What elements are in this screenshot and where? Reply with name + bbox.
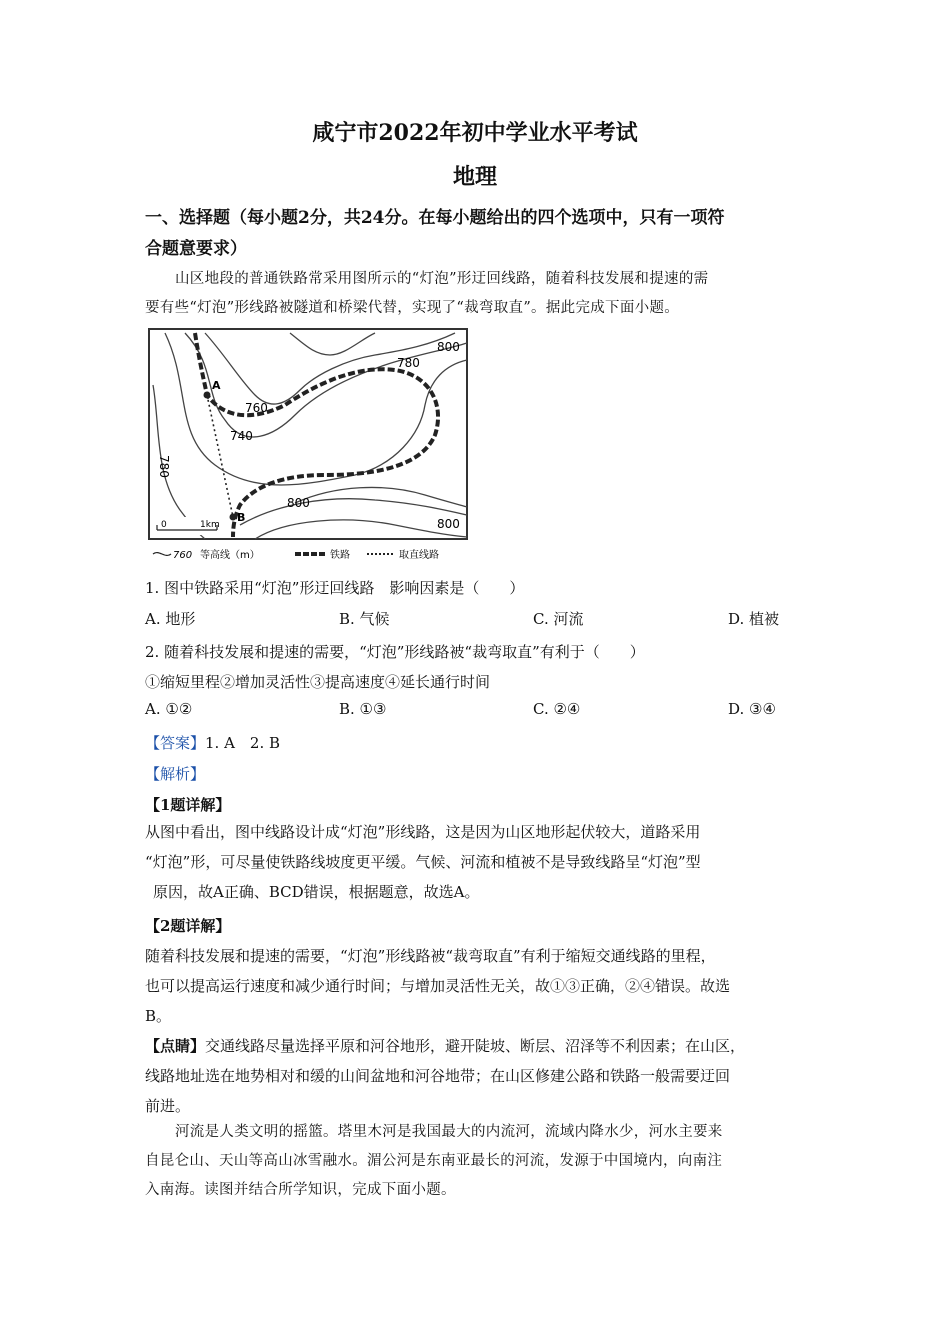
- answer-line: [145, 729, 810, 757]
- legend-contour-text: 等高线（m）: [200, 550, 260, 561]
- point-b-label: B: [237, 511, 246, 524]
- legend-contour-value: 760: [173, 550, 193, 561]
- point-b-marker: [230, 514, 237, 521]
- contour-label: 780: [157, 455, 171, 478]
- contour-label: 800: [287, 496, 310, 510]
- detail1-line2: “灯泡”形，可尽量使铁路线坡度更平缓。气候、河流和植被不是导致线路呈“灯泡”型: [145, 853, 701, 871]
- detail2-tag: 【2题详解】: [145, 917, 231, 935]
- q1-option-b[interactable]: B. 气候: [339, 610, 390, 628]
- detail1-line3: 原因，故A正确、BCD错误，根据题意，故选A。: [153, 883, 480, 901]
- tip-line1: [145, 1032, 810, 1060]
- contour-line: [290, 333, 375, 355]
- q1-option-d[interactable]: D. 植被: [728, 610, 780, 628]
- contour-line: [295, 487, 467, 507]
- q2-option-b[interactable]: B. ①③: [339, 700, 387, 718]
- material2-line3: 入南海。读图并结合所学知识，完成下面小题。: [145, 1182, 456, 1198]
- legend-railway-text: 铁路: [330, 550, 350, 561]
- subject-title: 地理: [452, 164, 497, 190]
- contour-line: [165, 333, 467, 485]
- answer-tag: 【答案】: [145, 734, 206, 752]
- scale-km: 1km: [200, 520, 220, 530]
- scale-zero: 0: [161, 520, 167, 530]
- material2-line2: 自昆仑山、天山等高山冰雪融水。湄公河是东南亚最长的河流，发源于中国境内，向南注: [145, 1153, 723, 1169]
- point-a-label: A: [212, 379, 221, 392]
- point-a-marker: [204, 392, 211, 399]
- detail2-line3: B。: [145, 1007, 172, 1025]
- contour-label: 800: [437, 517, 460, 531]
- detail2-line1: 随着科技发展和提速的需要，“灯泡”形线路被“裁弯取直”有利于缩短交通线路的里程，: [145, 947, 716, 965]
- contour-line: [240, 499, 467, 525]
- q2-choices: ①缩短里程②增加灵活性③提高速度④延长通行时间: [145, 673, 491, 691]
- contour-label: 740: [230, 429, 253, 443]
- contour-label: 760: [245, 401, 268, 415]
- contour-label: 780: [397, 356, 420, 370]
- tip-line2: 线路地址选在地势相对和缓的山间盆地和河谷地带；在山区修建公路和铁路一般需要迂回: [145, 1067, 731, 1085]
- q2-option-d[interactable]: D. ③④: [728, 700, 776, 718]
- q1-option-a[interactable]: A. 地形: [145, 610, 196, 628]
- material1-line2: 要有些“灯泡”形线路被隧道和桥梁代替，实现了“裁弯取直”。据此完成下面小题。: [145, 300, 680, 316]
- answer-text: 1. A 2. B: [205, 734, 281, 752]
- q1-option-c[interactable]: C. 河流: [533, 610, 584, 628]
- detail1-tag: 【1题详解】: [145, 796, 231, 814]
- legend-contour-sample: [153, 553, 171, 556]
- section-heading-line1: 一、选择题（每小题2分，共24分。在每小题给出的四个选项中，只有一项符: [145, 208, 725, 228]
- analysis-tag: 【解析】: [145, 765, 206, 783]
- railway-contour-map: [145, 325, 475, 565]
- section-heading-line2: 合题意要求）: [145, 239, 247, 259]
- material1-line1: 山区地段的普通铁路常采用图所示的“灯泡”形迂回线路，随着科技发展和提速的需: [175, 271, 709, 287]
- q2-stem: 2. 随着科技发展和提速的需要，“灯泡”形线路被“裁弯取直”有利于（ ）: [145, 643, 645, 661]
- q2-option-c[interactable]: C. ②④: [533, 700, 581, 718]
- legend-straight-text: 取直线路: [399, 550, 439, 561]
- contour-label: 800: [437, 340, 460, 354]
- tip-line3: 前进。: [145, 1097, 191, 1115]
- detail1-line1: 从图中看出，图中线路设计成“灯泡”形线路，这是因为山区地形起伏较大，道路采用: [145, 823, 701, 841]
- q2-option-a[interactable]: A. ①②: [145, 700, 193, 718]
- page-title: 咸宁市2022年初中学业水平考试: [312, 120, 638, 146]
- contour-line: [255, 520, 467, 539]
- q1-stem: 1. 图中铁路采用“灯泡”形迂回线路 影响因素是（ ）: [145, 579, 525, 597]
- tip-tag: 【点睛】: [145, 1037, 206, 1055]
- tip-text-1: 交通线路尽量选择平原和河谷地形，避开陡坡、断层、沼泽等不利因素；在山区，: [205, 1037, 746, 1055]
- material2-line1: 河流是人类文明的摇篮。塔里木河是我国最大的内流河，流域内降水少，河水主要来: [175, 1124, 723, 1140]
- detail2-line2: 也可以提高运行速度和减少通行时间；与增加灵活性无关，故①③正确，②④错误。故选: [145, 977, 731, 995]
